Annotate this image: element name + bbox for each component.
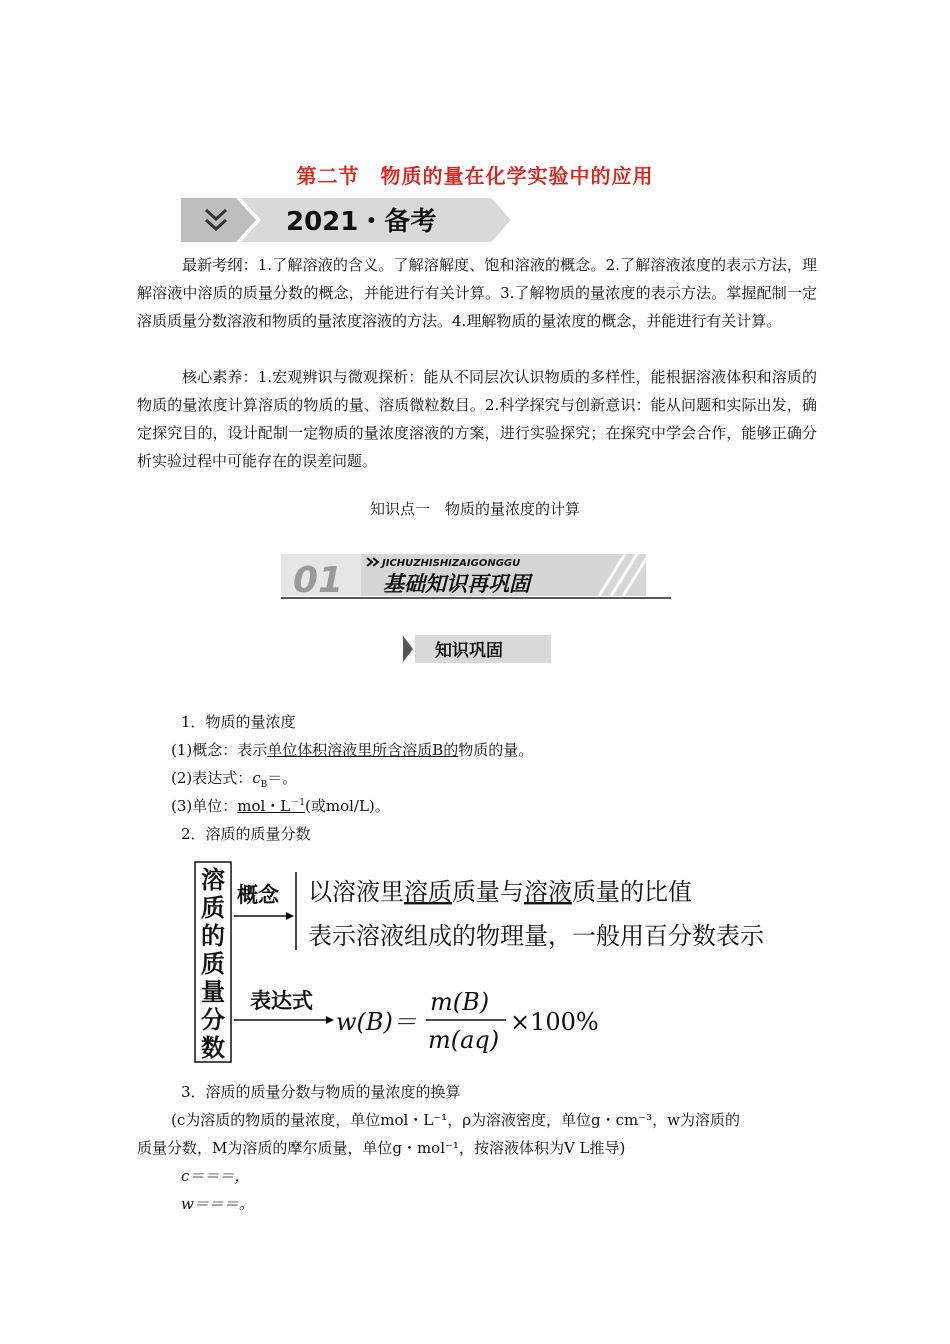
item1-concept-answer: 单位体积溶液里所含溶质B的 — [267, 741, 459, 759]
consolidate-banner — [403, 634, 551, 664]
formula-tail: ×100% — [510, 1008, 599, 1036]
formula-lhs: w(B)＝ — [336, 1008, 417, 1036]
suyang-paragraph: 核心素养：1.宏观辨识与微观探析：能从不同层次认识物质的多样性，能根据溶液体积和溶质的物质的量浓度计算溶质的物质的量、溶质微粒数目。2.科学探究与创新意识：能从问题和实际出发，确定探究目的，设计配制一定物质的量浓度溶液的方案，进行实验探究；在探究中学会合作，能够正确分析实验过程中可能存在的误差问题。 — [137, 368, 817, 470]
basics-banner-number: 01 — [293, 560, 344, 600]
item1-concept — [171, 736, 533, 764]
item3-eq-w: w＝＝＝。 — [181, 1195, 254, 1213]
box-char: 质 — [201, 894, 225, 922]
item1-concept-suffix: 物质的量。 — [458, 741, 534, 759]
item1-expr-sub: B — [260, 780, 268, 790]
item1-expr-suffix: ＝。 — [267, 769, 298, 787]
concept-line-1 — [308, 878, 692, 906]
item1-unit-prefix: (3)单位： — [171, 797, 238, 815]
box-char: 量 — [201, 978, 225, 1006]
solution-text: 溶液 — [524, 878, 572, 906]
item3-eq-c: c＝＝＝， — [181, 1167, 250, 1185]
formula-numerator: m(B) — [430, 988, 490, 1016]
basics-banner — [281, 552, 671, 600]
item3-heading: 3．溶质的质量分数与物质的量浓度的换算 — [181, 1083, 461, 1101]
consolidate-banner-graphic — [403, 634, 551, 664]
item1-concept-prefix: (1)概念：表示 — [171, 741, 268, 759]
item2-heading: 2．溶质的质量分数 — [181, 825, 311, 843]
formula-denominator: m(aq) — [428, 1026, 500, 1054]
expression-label: 表达式 — [250, 989, 313, 1013]
arrow-right-icon — [234, 1016, 334, 1024]
page-title: 第二节 物质的量在化学实验中的应用 — [296, 164, 654, 188]
item1-expr-prefix: (2)表达式： — [171, 769, 253, 787]
box-char: 数 — [201, 1034, 225, 1062]
concept-label: 概念 — [237, 883, 279, 907]
prep-banner — [181, 198, 511, 242]
item1-unit — [171, 792, 390, 820]
concept-text: 质量与 — [452, 878, 524, 906]
item1-heading: 1．物质的量浓度 — [181, 713, 296, 731]
box-char: 质 — [201, 950, 225, 978]
box-char: 分 — [201, 1006, 225, 1034]
section-heading: 知识点一 物质的量浓度的计算 — [369, 500, 580, 518]
concept-text: 质量的比值 — [572, 878, 692, 906]
item3-line2: 质量分数，M为溶质的摩尔质量，单位g・mol⁻¹，按溶液体积为V L推导) — [137, 1139, 626, 1157]
concept-line-2: 表示溶液组成的物理量，一般用百分数表示 — [308, 922, 764, 950]
mass-fraction-diagram — [190, 858, 830, 1070]
item1-unit-answer — [237, 797, 305, 815]
prep-banner-graphic — [181, 198, 511, 242]
prep-banner-text: 2021・备考 — [286, 207, 437, 237]
item1-unit-sup: －1 — [290, 798, 305, 808]
kaogang-paragraph: 最新考纲：1.了解溶液的含义。了解溶解度、饱和溶液的概念。2.了解溶液浓度的表示方法，理解溶液中溶质的质量分数的概念，并能进行有关计算。3.了解物质的量浓度的表示方法。掌握配制一定溶质质量分数溶液和物质的量浓度溶液的方法。4.理解物质的量浓度的概念，并能进行有关计算。 — [137, 256, 817, 330]
basics-banner-graphic — [281, 552, 671, 600]
box-char: 的 — [201, 922, 225, 950]
item3-line1: (c为溶质的物质的量浓度，单位mol・L⁻¹，ρ为溶液密度，单位g・cm⁻³，w为溶质的 — [171, 1111, 741, 1129]
box-char: 溶 — [201, 866, 225, 894]
mass-fraction-diagram-graphic — [190, 858, 830, 1070]
basics-banner-pinyin: JICHUZHISHIZAIGONGGU — [382, 558, 521, 569]
play-arrow-icon — [403, 636, 413, 662]
basics-banner-text: 基础知识再巩固 — [383, 572, 530, 596]
consolidate-banner-text: 知识巩固 — [435, 641, 503, 661]
arrow-right-icon — [234, 912, 294, 920]
item1-expr-symbol: c — [252, 769, 261, 787]
concept-text: 以溶液里 — [308, 878, 404, 906]
item1-unit-suffix: (或mol/L)。 — [305, 797, 390, 815]
item1-expression — [171, 764, 297, 792]
item1-unit-answer-text: mol・L — [237, 797, 291, 815]
solute-text: 溶质 — [404, 878, 452, 906]
